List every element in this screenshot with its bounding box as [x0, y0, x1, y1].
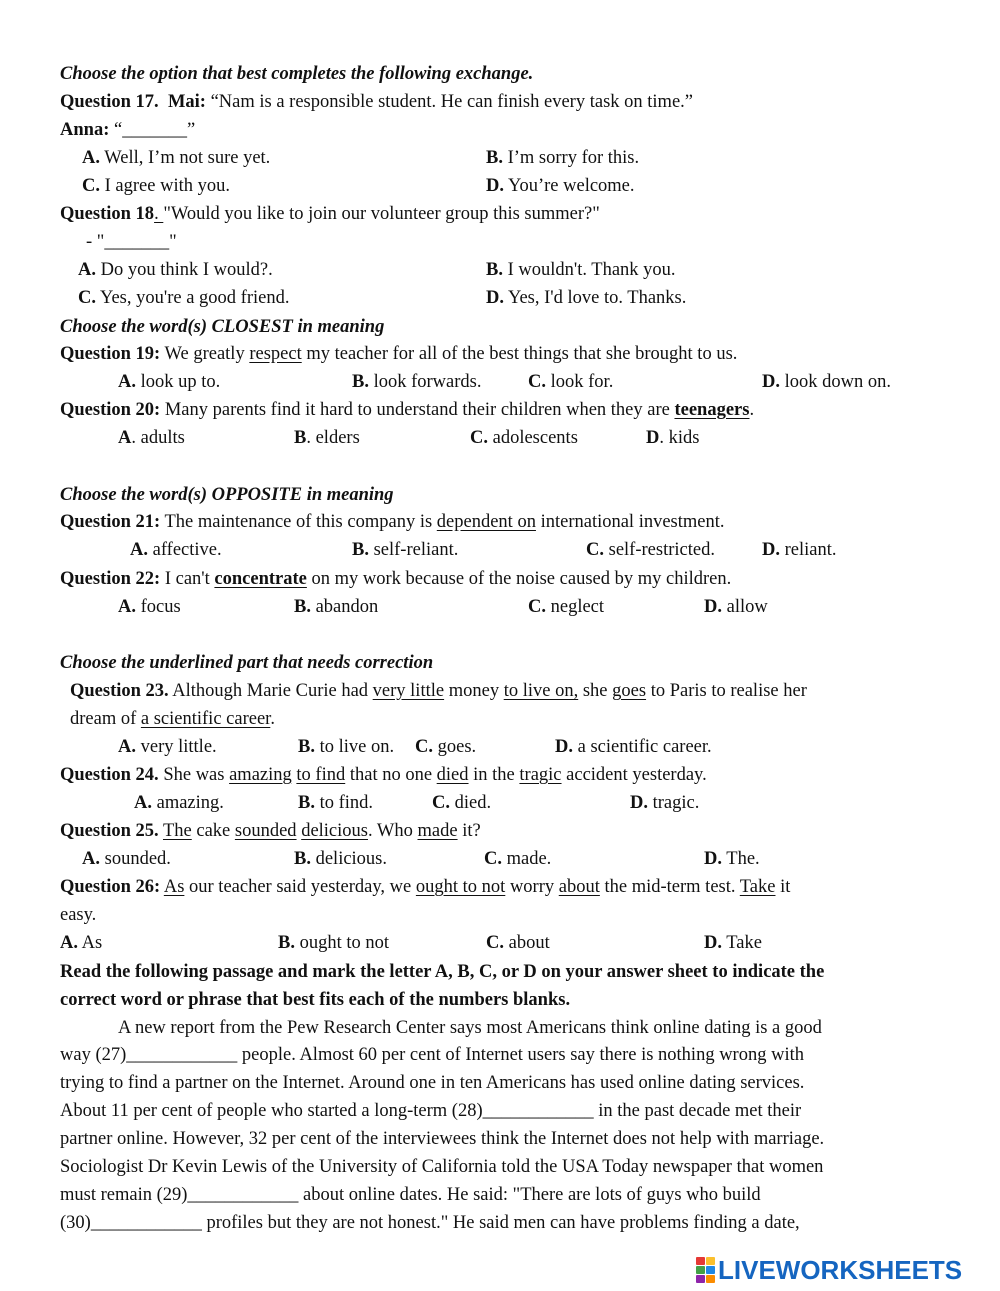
- option-22-b[interactable]: [294, 595, 378, 619]
- question-text: .: [270, 709, 275, 729]
- underlined-part: sounded: [234, 821, 297, 841]
- reply-18: [86, 230, 177, 254]
- option-24-d[interactable]: [630, 791, 699, 815]
- option-letter: D.: [762, 540, 780, 560]
- question-text: cake: [191, 821, 235, 841]
- logo-cell: [706, 1257, 715, 1265]
- passage-text: (30): [60, 1213, 91, 1233]
- option-18-d[interactable]: [486, 286, 686, 310]
- option-letter: B.: [278, 933, 295, 953]
- question-text: our teacher said yesterday, we: [184, 877, 416, 897]
- question-25: [60, 819, 481, 843]
- option-22-a[interactable]: [118, 595, 181, 619]
- option-text: . elders: [306, 428, 360, 448]
- question-number: Question 17.: [60, 92, 159, 112]
- question-text: in the: [468, 765, 520, 785]
- question-text: “Nam is a responsible student. He can finish every task on time.”: [210, 92, 693, 112]
- option-letter: A: [118, 428, 132, 448]
- question-23-line2: [70, 707, 275, 731]
- option-letter: D.: [555, 737, 573, 757]
- question-number: Question 20:: [60, 400, 161, 420]
- underlined-part: died: [436, 765, 469, 785]
- option-letter: C.: [432, 793, 450, 813]
- option-letter: B.: [352, 540, 369, 560]
- section-heading-closest: Choose the word(s) CLOSEST in meaning: [60, 317, 385, 337]
- section-heading-passage-line2: correct word or phrase that best fits each of the numbers blanks.: [60, 990, 571, 1010]
- option-letter: A.: [60, 933, 78, 953]
- option-letter: B.: [486, 148, 503, 168]
- option-text: Well, I’m not sure yet.: [104, 148, 271, 168]
- option-letter: B.: [294, 597, 311, 617]
- logo-cell: [696, 1266, 705, 1274]
- underlined-part: Take: [739, 877, 776, 897]
- question-text: worry: [505, 877, 559, 897]
- option-text: Yes, I'd love to. Thanks.: [507, 288, 687, 308]
- option-letter: C.: [78, 288, 96, 308]
- question-text: Although Marie Curie had: [168, 681, 373, 701]
- underlined-part: tragic: [519, 765, 562, 785]
- option-20-b[interactable]: [294, 426, 360, 450]
- option-24-a[interactable]: [134, 791, 224, 815]
- option-letter: A.: [118, 737, 136, 757]
- section-heading-opposite: Choose the word(s) OPPOSITE in meaning: [60, 485, 394, 505]
- question-21: [60, 510, 725, 534]
- option-20-c[interactable]: [470, 426, 578, 450]
- underlined-part: goes: [612, 681, 647, 701]
- question-text: that no one: [345, 765, 437, 785]
- option-26-b[interactable]: [278, 931, 389, 955]
- logo-cell: [706, 1266, 715, 1274]
- question-26: [60, 875, 790, 899]
- option-letter: A.: [134, 793, 152, 813]
- option-letter: D.: [704, 849, 722, 869]
- blank-27[interactable]: ____________: [126, 1045, 238, 1065]
- question-20: [60, 398, 754, 422]
- option-text: to live on.: [319, 737, 395, 757]
- blank-29[interactable]: ____________: [187, 1185, 299, 1205]
- underlined-part: a scientific career: [140, 709, 271, 729]
- option-17-b[interactable]: [486, 146, 639, 170]
- option-text: look forwards.: [373, 372, 482, 392]
- option-25-d[interactable]: [704, 847, 760, 871]
- question-text: international investment.: [535, 512, 725, 532]
- option-letter: A.: [78, 260, 96, 280]
- liveworksheets-logo[interactable]: [696, 1255, 962, 1285]
- anna-reply: [60, 118, 195, 142]
- option-text: . adults: [131, 428, 185, 448]
- option-letter: B.: [294, 849, 311, 869]
- question-22: [60, 567, 731, 591]
- question-number: Question 18: [60, 204, 155, 224]
- option-text: sounded.: [104, 849, 171, 869]
- passage-line-1: A new report from the Pew Research Center says most Americans think online dating is a good: [118, 1018, 822, 1038]
- underlined-part: ought to not: [415, 877, 506, 897]
- underlined-part: about: [558, 877, 600, 897]
- question-number: Question 26:: [60, 877, 161, 897]
- question-text: the mid-term test.: [599, 877, 740, 897]
- passage-text: About 11 per cent of people who started a long-term (28): [60, 1101, 483, 1121]
- option-text: look down on.: [784, 372, 891, 392]
- option-text: I’m sorry for this.: [507, 148, 640, 168]
- option-19-d[interactable]: [762, 370, 891, 394]
- option-24-c[interactable]: [432, 791, 491, 815]
- option-letter: A.: [82, 849, 100, 869]
- option-text: You’re welcome.: [507, 176, 635, 196]
- option-text: delicious.: [315, 849, 388, 869]
- option-letter: B.: [352, 372, 369, 392]
- option-text: affective.: [152, 540, 222, 560]
- option-26-a[interactable]: [60, 931, 102, 955]
- underlined-part: The: [162, 821, 192, 841]
- option-text: goes.: [437, 737, 477, 757]
- option-text: made.: [506, 849, 552, 869]
- question-text: .: [749, 400, 755, 420]
- option-22-c[interactable]: [528, 595, 604, 619]
- option-letter: D.: [762, 372, 780, 392]
- option-text: to find.: [319, 793, 374, 813]
- reply-prefix: - ": [86, 232, 105, 252]
- question-text: dream of: [70, 709, 141, 729]
- question-text: it?: [457, 821, 481, 841]
- option-25-c[interactable]: [484, 847, 551, 871]
- question-17: [60, 90, 693, 114]
- option-17-a[interactable]: [82, 146, 270, 170]
- passage-line-2: [60, 1043, 804, 1067]
- passage-line-8: [60, 1211, 800, 1235]
- option-text: Yes, you're a good friend.: [99, 288, 290, 308]
- option-text: I agree with you.: [104, 176, 230, 196]
- option-text: Do you think I would?.: [100, 260, 273, 280]
- question-text: Many parents find it hard to understand their children when they are: [160, 400, 675, 420]
- option-text: Take: [726, 933, 762, 953]
- underlined-target: respect: [249, 344, 302, 364]
- option-letter: C.: [528, 597, 546, 617]
- question-23: [70, 679, 807, 703]
- option-text: very little.: [140, 737, 217, 757]
- question-number: Question 24.: [60, 765, 159, 785]
- option-26-c[interactable]: [486, 931, 550, 955]
- section-heading-correction: Choose the underlined part that needs correction: [60, 653, 434, 673]
- speaker-mai: Mai:: [167, 92, 206, 112]
- question-text: it: [775, 877, 791, 897]
- option-23-d[interactable]: [555, 735, 712, 759]
- option-letter: B.: [298, 737, 315, 757]
- question-19: [60, 342, 737, 366]
- passage-text: profiles but they are not honest." He said men can have problems finding a date,: [201, 1213, 800, 1233]
- speaker-anna: Anna:: [60, 120, 110, 140]
- option-letter: C.: [528, 372, 546, 392]
- option-letter: D.: [704, 933, 722, 953]
- answer-blank: _______: [104, 232, 170, 252]
- passage-text: people. Almost 60 per cent of Internet users say there is nothing wrong with: [237, 1045, 804, 1065]
- passage-text: must remain (29): [60, 1185, 188, 1205]
- option-text: I wouldn't. Thank you.: [507, 260, 676, 280]
- question-text: she: [578, 681, 613, 701]
- option-text: allow: [726, 597, 768, 617]
- question-number: Question 19:: [60, 344, 161, 364]
- option-18-a[interactable]: [78, 258, 273, 282]
- underlined-part: As: [163, 877, 185, 897]
- underlined-target: dependent on: [436, 512, 536, 532]
- option-text: . kids: [659, 428, 700, 448]
- question-number: Question 23.: [70, 681, 169, 701]
- option-19-a[interactable]: [118, 370, 220, 394]
- option-text: reliant.: [784, 540, 837, 560]
- option-letter: A.: [118, 597, 136, 617]
- option-text: abandon: [315, 597, 379, 617]
- question-text: to Paris to realise her: [646, 681, 807, 701]
- option-17-c[interactable]: [82, 174, 230, 198]
- option-letter: C.: [470, 428, 488, 448]
- blank-28[interactable]: ____________: [482, 1101, 594, 1121]
- question-text: . Who: [367, 821, 418, 841]
- option-text: self-restricted.: [608, 540, 715, 560]
- question-26-line2: easy.: [60, 905, 97, 925]
- question-number: Question 22:: [60, 569, 161, 589]
- underlined-part: to find: [296, 765, 346, 785]
- option-letter: A.: [118, 372, 136, 392]
- question-number: Question 25.: [60, 821, 159, 841]
- logo-cell: [696, 1275, 705, 1283]
- option-20-d[interactable]: [646, 426, 699, 450]
- option-21-a[interactable]: [130, 538, 222, 562]
- option-24-b[interactable]: [298, 791, 373, 815]
- passage-text: about online dates. He said: "There are lots of guys who build: [298, 1185, 761, 1205]
- option-letter: B: [294, 428, 307, 448]
- option-25-b[interactable]: [294, 847, 387, 871]
- option-18-c[interactable]: [78, 286, 289, 310]
- question-text: my teacher for all of the best things that she brought to us.: [301, 344, 738, 364]
- question-text: She was: [158, 765, 230, 785]
- option-25-a[interactable]: [82, 847, 171, 871]
- section-heading-passage: Read the following passage and mark the letter A, B, C, or D on your answer sheet to indicate the: [60, 962, 825, 982]
- option-22-d[interactable]: [704, 595, 768, 619]
- option-text: adolescents: [492, 428, 578, 448]
- option-letter: D: [646, 428, 660, 448]
- underlined-part: delicious: [301, 821, 368, 841]
- question-text: accident yesterday.: [561, 765, 707, 785]
- option-letter: C.: [486, 933, 504, 953]
- option-text: amazing.: [156, 793, 224, 813]
- answer-blank: _______: [122, 120, 187, 140]
- option-letter: C.: [586, 540, 604, 560]
- passage-text: in the past decade met their: [593, 1101, 802, 1121]
- question-24: [60, 763, 707, 787]
- option-18-b[interactable]: [486, 258, 676, 282]
- reply-suffix: ": [169, 232, 177, 252]
- passage-line-4: [60, 1099, 801, 1123]
- logo-grid-icon: [696, 1257, 715, 1283]
- option-text: tragic.: [652, 793, 700, 813]
- question-text: I can't: [160, 569, 215, 589]
- quote-close: ”: [186, 120, 196, 140]
- option-letter: D.: [486, 176, 504, 196]
- option-text: look for.: [550, 372, 614, 392]
- option-letter: B.: [298, 793, 315, 813]
- underlined-part: to live on,: [503, 681, 579, 701]
- question-text: The maintenance of this company is: [160, 512, 437, 532]
- option-text: look up to.: [140, 372, 221, 392]
- underlined-target: teenagers: [674, 400, 750, 420]
- underlined-part: made: [417, 821, 458, 841]
- option-23-a[interactable]: [118, 735, 217, 759]
- passage-line-5: partner online. However, 32 per cent of the interviewees think the Internet does not help with marriage.: [60, 1129, 825, 1149]
- question-text: money: [444, 681, 504, 701]
- option-23-c[interactable]: [415, 735, 476, 759]
- option-text: The.: [726, 849, 760, 869]
- option-21-b[interactable]: [352, 538, 458, 562]
- underlined-target: concentrate: [214, 569, 307, 589]
- question-number: Question 21:: [60, 512, 161, 532]
- option-19-b[interactable]: [352, 370, 482, 394]
- underlined-part: very little: [372, 681, 445, 701]
- option-letter: C.: [82, 176, 100, 196]
- passage-line-6: Sociologist Dr Kevin Lewis of the University of California told the USA Today newspaper that women: [60, 1157, 824, 1177]
- option-text: neglect: [550, 597, 605, 617]
- option-letter: D.: [704, 597, 722, 617]
- option-letter: C.: [415, 737, 433, 757]
- question-18: [60, 202, 600, 226]
- option-text: self-reliant.: [373, 540, 459, 560]
- option-text: ought to not: [299, 933, 390, 953]
- option-20-a[interactable]: [118, 426, 185, 450]
- underlined-part: amazing: [229, 765, 292, 785]
- option-text: As: [81, 933, 103, 953]
- logo-cell: [706, 1275, 715, 1283]
- option-letter: C.: [484, 849, 502, 869]
- option-text: focus: [140, 597, 181, 617]
- quote-open: “: [113, 120, 123, 140]
- question-text: "Would you like to join our volunteer group this summer?": [163, 204, 600, 224]
- option-letter: B.: [486, 260, 503, 280]
- option-21-d[interactable]: [762, 538, 837, 562]
- option-23-b[interactable]: [298, 735, 394, 759]
- blank-30[interactable]: ____________: [90, 1213, 202, 1233]
- passage-line-3: trying to find a partner on the Internet. Around one in ten Americans has used online dating services.: [60, 1073, 805, 1093]
- section-heading-exchange: Choose the option that best completes the following exchange.: [60, 64, 534, 84]
- option-text: about: [508, 933, 550, 953]
- option-text: a scientific career.: [577, 737, 712, 757]
- option-17-d[interactable]: [486, 174, 635, 198]
- option-letter: A.: [130, 540, 148, 560]
- logo-text: LIVEWORKSHEETS: [718, 1254, 963, 1285]
- option-letter: A.: [82, 148, 100, 168]
- option-text: died.: [454, 793, 492, 813]
- option-letter: D.: [630, 793, 648, 813]
- logo-cell: [696, 1257, 705, 1265]
- option-26-d[interactable]: [704, 931, 762, 955]
- passage-text: way (27): [60, 1045, 127, 1065]
- question-text: on my work because of the noise caused by my children.: [306, 569, 732, 589]
- question-text: We greatly: [160, 344, 250, 364]
- passage-line-7: [60, 1183, 761, 1207]
- option-21-c[interactable]: [586, 538, 715, 562]
- option-letter: D.: [486, 288, 504, 308]
- option-19-c[interactable]: [528, 370, 613, 394]
- question-dot: .: [154, 204, 164, 224]
